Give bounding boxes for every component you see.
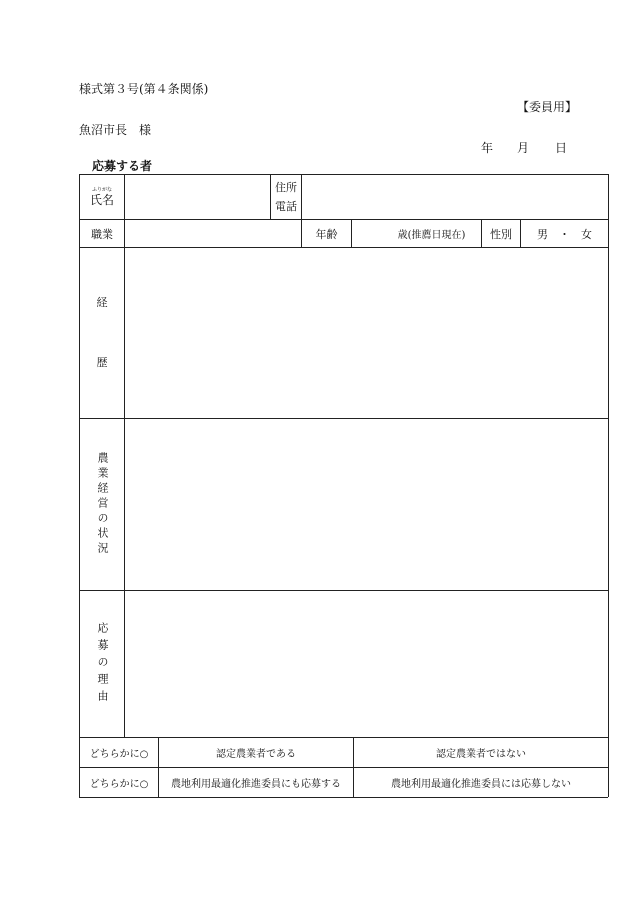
table-line [608, 174, 609, 797]
furigana-label: ふりがな [91, 187, 112, 193]
career-label-2: 歴 [96, 356, 108, 369]
farm-status-label-cell [80, 419, 124, 590]
occupation-field[interactable] [125, 220, 301, 247]
section-title: 応募する者 [92, 159, 153, 173]
date-line [481, 139, 567, 156]
role-tag: 【委員用】 [517, 100, 578, 114]
age-label: 年齢 [315, 227, 338, 241]
date-day: 日 [555, 141, 568, 155]
gender-options[interactable]: 男 ・ 女 [537, 227, 592, 241]
reason-label-cell [80, 591, 124, 737]
address-phone-field[interactable] [302, 175, 608, 219]
addressee: 魚沼市長 様 [79, 123, 152, 137]
choice-2-option-a[interactable]: 農地利用最適化推進委員にも応募する [171, 779, 341, 790]
career-label-1: 経 [96, 296, 108, 309]
date-month: 月 [517, 141, 530, 155]
career-label-cell [80, 248, 124, 418]
farm-status-label: 農業経営の状況 [96, 452, 109, 557]
farm-status-field[interactable] [125, 419, 608, 590]
age-unit: 歳(推薦日現在) [397, 230, 466, 241]
choice-1-option-b[interactable]: 認定農業者ではない [436, 749, 526, 760]
name-label: 氏名 [89, 193, 114, 207]
career-field[interactable] [125, 248, 608, 418]
choice-1-option-a[interactable]: 認定農業者である [216, 749, 296, 760]
date-year: 年 [481, 141, 494, 155]
address-phone-label-cell [271, 175, 301, 219]
phone-label: 電話 [275, 200, 297, 213]
choice-2-option-b[interactable]: 農地利用最適化推進委員には応募しない [391, 779, 571, 790]
reason-field[interactable] [125, 591, 608, 737]
name-label-cell [80, 175, 124, 219]
name-field[interactable] [125, 175, 270, 219]
table-line [79, 797, 608, 798]
occupation-label: 職業 [91, 227, 113, 241]
address-label: 住所 [275, 181, 297, 194]
choice-label-2: どちらかに○ [89, 779, 149, 790]
gender-label: 性別 [490, 227, 512, 241]
reason-label: 応募の理由 [96, 621, 109, 707]
form-number: 様式第３号(第４条関係) [79, 82, 209, 96]
choice-label-1: どちらかに○ [89, 749, 149, 760]
age-field[interactable] [352, 220, 481, 247]
